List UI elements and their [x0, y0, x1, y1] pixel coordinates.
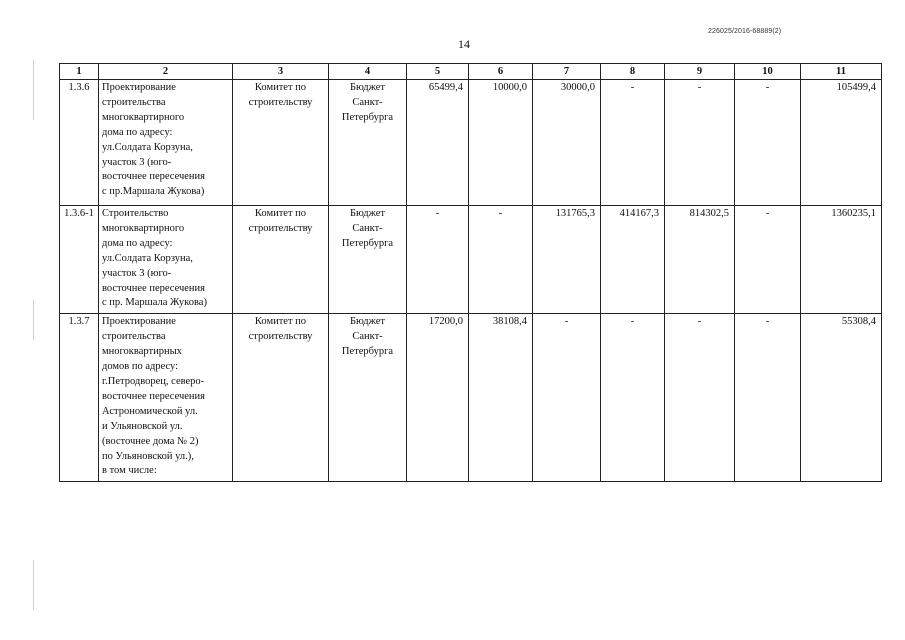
row-value-col8: - — [601, 80, 665, 206]
row-value-total: 105499,4 — [801, 80, 882, 206]
row-value-col7: 30000,0 — [533, 80, 601, 206]
row-executor: Комитет по строительству — [233, 314, 329, 482]
program-activities-table — [59, 63, 882, 482]
column-header: 5 — [407, 64, 469, 80]
row-code: 1.3.6-1 — [60, 206, 99, 314]
column-header: 9 — [665, 64, 735, 80]
table-row — [60, 314, 882, 482]
row-executor: Комитет по строительству — [233, 80, 329, 206]
scan-edge-mark — [33, 560, 34, 610]
row-code: 1.3.6 — [60, 80, 99, 206]
column-header: 4 — [329, 64, 407, 80]
scan-edge-mark — [33, 300, 34, 340]
column-header: 11 — [801, 64, 882, 80]
row-activity-name: Проектирование строительства многоквартирных домов по адресу: г.Петродворец, северо- восточнее пересечения Астрономической ул. и Ульяновской ул. (восточнее дома № 2) по Ульяновской ул.), в том числе: — [99, 314, 233, 482]
row-code: 1.3.7 — [60, 314, 99, 482]
column-header: 2 — [99, 64, 233, 80]
column-header: 10 — [735, 64, 801, 80]
table-row — [60, 206, 882, 314]
row-value-col7: - — [533, 314, 601, 482]
row-funding-source: Бюджет Санкт- Петербурга — [329, 206, 407, 314]
column-header: 8 — [601, 64, 665, 80]
row-funding-source: Бюджет Санкт- Петербурга — [329, 80, 407, 206]
row-activity-name: Проектирование строительства многоквартирного дома по адресу: ул.Солдата Корзуна, участок 3 (юго- восточнее пересечения с пр.Маршала Жукова) — [99, 80, 233, 206]
row-value-total: 55308,4 — [801, 314, 882, 482]
page-number: 14 — [458, 37, 470, 51]
row-value-col8: 414167,3 — [601, 206, 665, 314]
row-value-col6: 10000,0 — [469, 80, 533, 206]
row-value-col7: 131765,3 — [533, 206, 601, 314]
row-value-col10: - — [735, 206, 801, 314]
row-value-col10: - — [735, 80, 801, 206]
table-row — [60, 80, 882, 206]
row-value-col8: - — [601, 314, 665, 482]
row-executor: Комитет по строительству — [233, 206, 329, 314]
row-value-col5: - — [407, 206, 469, 314]
row-value-col6: 38108,4 — [469, 314, 533, 482]
row-activity-name: Строительство многоквартирного дома по адресу: ул.Солдата Корзуна, участок 3 (юго- восточнее пересечения с пр. Маршала Жукова) — [99, 206, 233, 314]
row-value-col5: 65499,4 — [407, 80, 469, 206]
scan-edge-mark — [33, 60, 34, 120]
row-funding-source: Бюджет Санкт- Петербурга — [329, 314, 407, 482]
row-value-col6: - — [469, 206, 533, 314]
table-header-row — [60, 64, 882, 80]
row-value-total: 1360235,1 — [801, 206, 882, 314]
column-header: 3 — [233, 64, 329, 80]
document-registration-code: 226025/2016-68889(2) — [708, 28, 782, 35]
row-value-col9: - — [665, 314, 735, 482]
column-header: 7 — [533, 64, 601, 80]
row-value-col9: 814302,5 — [665, 206, 735, 314]
row-value-col9: - — [665, 80, 735, 206]
row-value-col10: - — [735, 314, 801, 482]
column-header: 6 — [469, 64, 533, 80]
column-header: 1 — [60, 64, 99, 80]
row-value-col5: 17200,0 — [407, 314, 469, 482]
